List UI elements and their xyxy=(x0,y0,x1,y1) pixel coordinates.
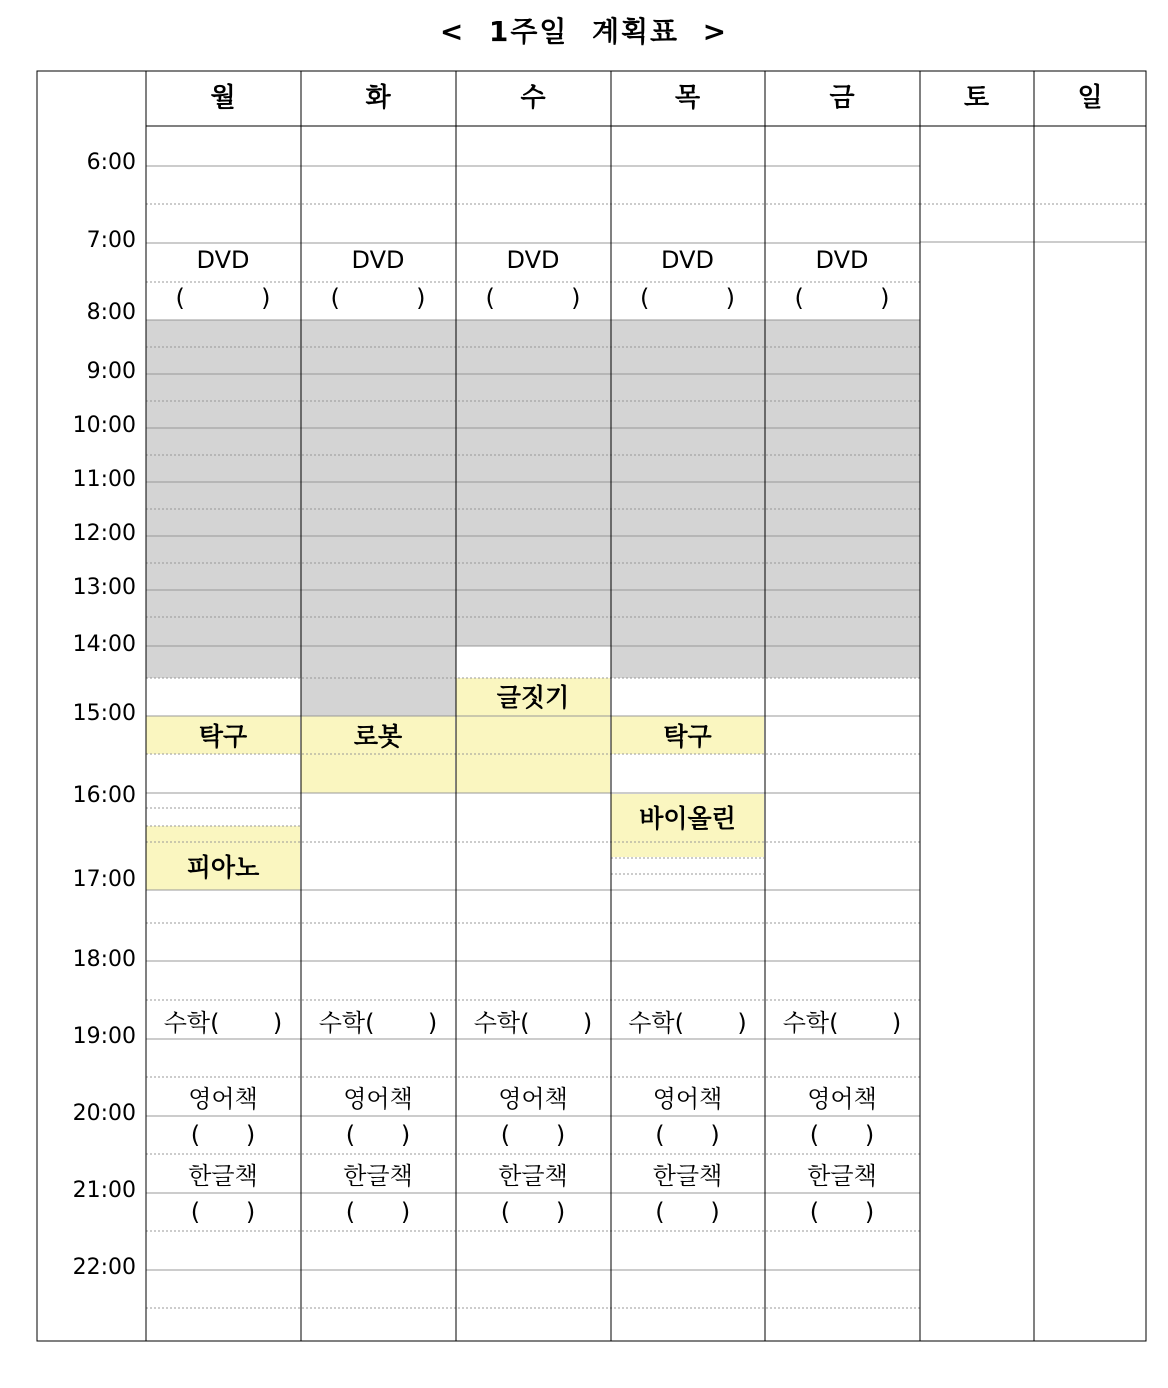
english-book-fri: 영어책 xyxy=(807,1085,877,1113)
english-book-wed: 영어책 xyxy=(498,1085,568,1113)
english-blank-tue: ( ) xyxy=(345,1121,411,1149)
time-label: 19:00 xyxy=(72,1024,136,1049)
dvd-blank-tue: ( ) xyxy=(330,284,426,312)
korean-book-mon: 한글책 xyxy=(188,1162,258,1190)
day-header-thu: 목 xyxy=(674,83,701,113)
school-block xyxy=(301,320,456,716)
english-book-thu: 영어책 xyxy=(652,1085,723,1113)
english-blank-thu: ( ) xyxy=(655,1121,720,1149)
dvd-cell-mon: DVD xyxy=(196,246,250,274)
time-label: 9:00 xyxy=(86,359,136,384)
math-cell-thu: 수학( ) xyxy=(628,1009,747,1037)
time-label: 18:00 xyxy=(72,947,136,972)
math-cell-fri: 수학( ) xyxy=(782,1009,902,1037)
dvd-cell-thu: DVD xyxy=(661,246,714,274)
time-label: 21:00 xyxy=(72,1178,136,1203)
english-book-tue: 영어책 xyxy=(343,1085,413,1113)
dvd-cell-tue: DVD xyxy=(351,246,405,274)
dvd-cell-wed: DVD xyxy=(506,246,560,274)
english-blank-mon: ( ) xyxy=(190,1121,256,1149)
math-cell-mon: 수학( ) xyxy=(163,1009,283,1037)
day-header-mon: 월 xyxy=(210,83,236,113)
activity-writing-wed: 글짓기 xyxy=(496,683,570,712)
school-block xyxy=(456,320,611,646)
dvd-blank-fri: ( ) xyxy=(794,284,890,312)
activity-robot-tue: 로봇 xyxy=(353,722,403,751)
time-label: 8:00 xyxy=(86,300,136,325)
dvd-cell-fri: DVD xyxy=(815,246,869,274)
page-title: < 1주일 계획표 > xyxy=(439,15,729,48)
activity-table-tennis-thu: 탁구 xyxy=(663,722,712,751)
day-header-wed: 수 xyxy=(520,83,546,113)
english-blank-fri: ( ) xyxy=(809,1121,875,1149)
korean-book-thu: 한글책 xyxy=(652,1162,723,1190)
time-label: 14:00 xyxy=(72,632,136,657)
activity-table-tennis-mon: 탁구 xyxy=(198,722,248,751)
math-cell-wed: 수학( ) xyxy=(473,1009,593,1037)
korean-blank-tue: ( ) xyxy=(345,1198,411,1226)
time-label: 13:00 xyxy=(72,575,136,600)
day-header-fri: 금 xyxy=(829,83,855,113)
time-label: 10:00 xyxy=(72,413,136,438)
korean-blank-fri: ( ) xyxy=(809,1198,875,1226)
day-header-sat: 토 xyxy=(963,83,990,113)
time-label: 6:00 xyxy=(86,150,136,175)
day-header-tue: 화 xyxy=(365,83,391,113)
korean-book-tue: 한글책 xyxy=(343,1162,413,1190)
korean-blank-thu: ( ) xyxy=(655,1198,720,1226)
time-label: 17:00 xyxy=(72,867,136,892)
korean-book-fri: 한글책 xyxy=(807,1162,877,1190)
time-label: 11:00 xyxy=(72,467,136,492)
time-label: 20:00 xyxy=(72,1101,136,1126)
dvd-blank-mon: ( ) xyxy=(175,284,271,312)
time-label: 7:00 xyxy=(86,228,136,253)
activity-piano-mon: 피아노 xyxy=(186,853,260,882)
math-cell-tue: 수학( ) xyxy=(318,1009,438,1037)
time-label: 15:00 xyxy=(72,701,136,726)
time-label: 22:00 xyxy=(72,1255,136,1280)
english-book-mon: 영어책 xyxy=(188,1085,258,1113)
day-header-sun: 일 xyxy=(1077,83,1103,113)
time-label: 16:00 xyxy=(72,783,136,808)
korean-blank-wed: ( ) xyxy=(500,1198,566,1226)
dvd-blank-wed: ( ) xyxy=(485,284,581,312)
activity-violin-thu: 바이올린 xyxy=(639,804,736,833)
dvd-blank-thu: ( ) xyxy=(639,284,735,312)
korean-book-wed: 한글책 xyxy=(498,1162,568,1190)
korean-blank-mon: ( ) xyxy=(190,1198,256,1226)
english-blank-wed: ( ) xyxy=(500,1121,566,1149)
time-label: 12:00 xyxy=(72,521,136,546)
